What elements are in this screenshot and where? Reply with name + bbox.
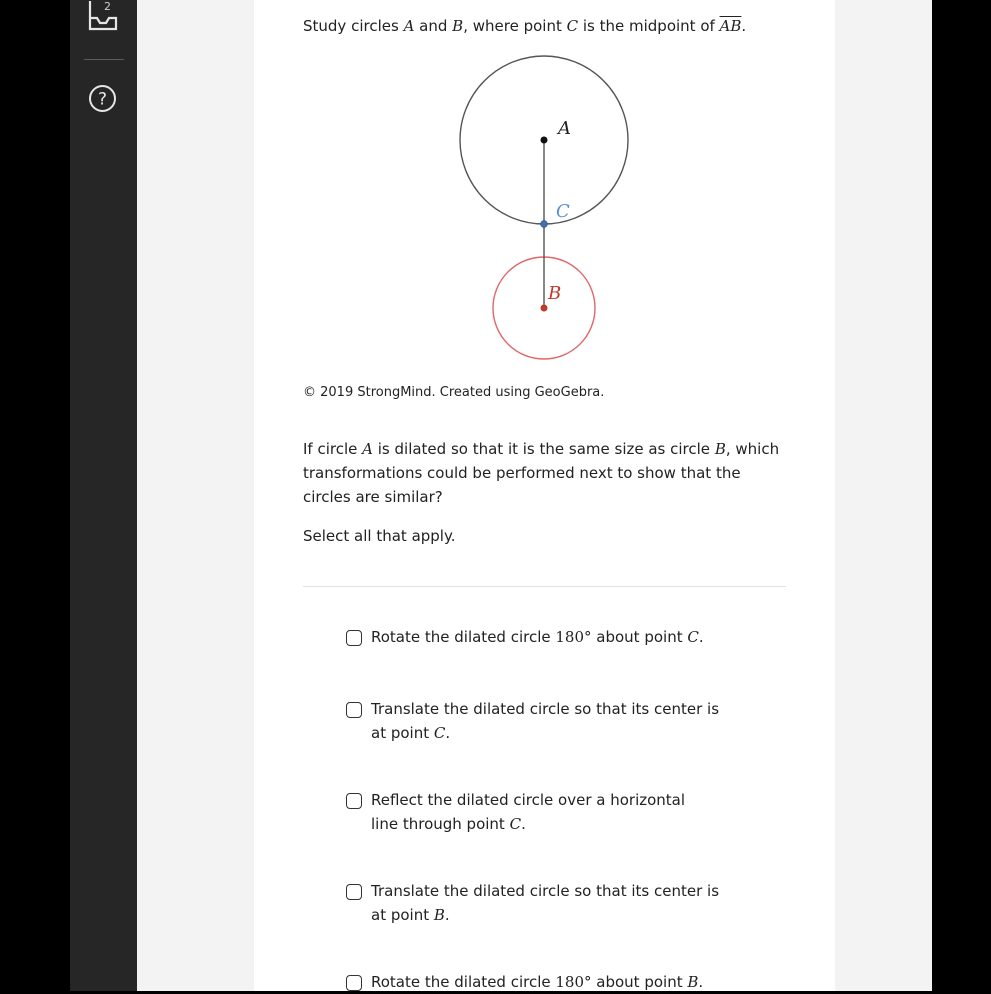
- instruction: Select all that apply.: [303, 527, 456, 545]
- question-prompt: If circle A is dilated so that it is the same size as circle B, which transformations could be performed next to show that the circles are similar?: [303, 440, 780, 506]
- svg-text:?: ?: [97, 89, 108, 110]
- checkbox[interactable]: [346, 975, 362, 991]
- help-circle-icon[interactable]: [88, 84, 117, 113]
- option-label: Rotate the dilated circle 180° about point B.: [371, 973, 704, 991]
- label-c: C: [556, 201, 570, 222]
- checkbox[interactable]: [346, 702, 362, 718]
- checkbox[interactable]: [346, 630, 362, 646]
- separator: [303, 586, 786, 587]
- label-a: A: [558, 118, 571, 139]
- point-a: [541, 137, 548, 144]
- sidebar-divider: [84, 59, 124, 60]
- option-label: Translate the dilated circle so that its center is at point B.: [371, 882, 720, 924]
- right-gutter: [835, 0, 932, 991]
- inbox-icon[interactable]: [87, 0, 119, 32]
- label-b: B: [548, 283, 562, 304]
- point-c: [541, 221, 548, 228]
- question-intro: Study circles A and B, where point C is the midpoint of $\overline{AB}$.: [303, 17, 747, 35]
- checkbox[interactable]: [346, 884, 362, 900]
- option-label: Reflect the dilated circle over a horizontal line through point C.: [371, 791, 686, 833]
- left-sidebar: [70, 0, 137, 991]
- option-label: Translate the dilated circle so that its center is at point C.: [371, 700, 720, 742]
- left-gutter: [137, 0, 254, 991]
- figure-credit: © 2019 StrongMind. Created using GeoGebra.: [303, 385, 605, 400]
- notification-count-badge: 2: [104, 0, 111, 13]
- circles-figure: [450, 50, 640, 370]
- option-label: Rotate the dilated circle 180° about point C.: [371, 628, 704, 646]
- point-b: [541, 305, 548, 312]
- checkbox[interactable]: [346, 793, 362, 809]
